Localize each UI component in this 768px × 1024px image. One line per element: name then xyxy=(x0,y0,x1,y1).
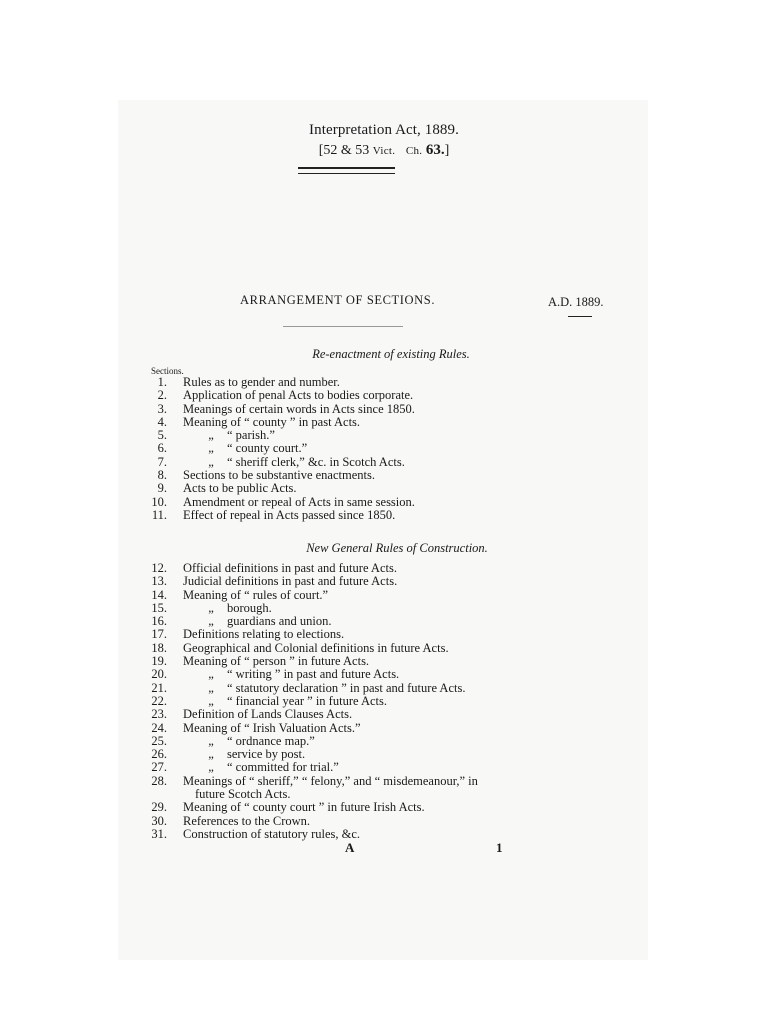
section-title-text: Effect of repeal in Acts passed since 1850. xyxy=(183,507,396,522)
ditto-mark: „ xyxy=(208,454,214,469)
section-title xyxy=(183,615,332,628)
section-title xyxy=(183,416,360,429)
citation-ch: Ch. xyxy=(405,145,423,157)
section-title-text: Meaning of “ county court ” in future Irish Acts. xyxy=(183,800,425,815)
section-row xyxy=(140,429,560,442)
section-title-text: Sections to be substantive enactments. xyxy=(183,468,375,483)
section-row xyxy=(140,376,560,389)
section-number: 13. xyxy=(151,574,167,589)
section-number: 28. xyxy=(151,773,167,788)
section-title xyxy=(183,509,395,522)
section-number: 23. xyxy=(151,707,167,722)
section-row xyxy=(140,655,560,668)
citation-vict: Vict. xyxy=(372,145,396,157)
section-title xyxy=(183,655,369,668)
section-title xyxy=(183,602,272,615)
section-row xyxy=(140,761,560,774)
section-title-text: Application of penal Acts to bodies corporate. xyxy=(183,388,414,403)
section-number: 18. xyxy=(151,640,167,655)
ditto-mark: „ xyxy=(208,428,214,443)
section-title-text: Geographical and Colonial definitions in future Acts. xyxy=(183,640,449,655)
section-title xyxy=(183,722,361,735)
section-title-continuation: future Scotch Acts. xyxy=(195,787,291,802)
section-title-text: Definition of Lands Clauses Acts. xyxy=(183,707,353,722)
section-number: 22. xyxy=(151,693,167,708)
section-title xyxy=(183,482,297,495)
ditto-mark: „ xyxy=(208,614,214,629)
section-number: 27. xyxy=(151,760,167,775)
signature-mark: A xyxy=(345,840,355,855)
citation-close: ] xyxy=(444,143,450,158)
ad-year-rule xyxy=(568,316,592,317)
section-number: 16. xyxy=(151,614,167,629)
section-row xyxy=(140,602,560,615)
part1-section-list xyxy=(140,376,560,522)
section-row xyxy=(140,668,560,681)
act-title: Interpretation Act, 1889. xyxy=(309,122,459,138)
section-title xyxy=(183,761,339,774)
section-title xyxy=(183,442,307,455)
section-title xyxy=(183,575,397,588)
section-title xyxy=(183,682,465,695)
part2-heading: New General Rules of Construction. xyxy=(306,541,488,555)
section-title-text: “ parish.” xyxy=(227,428,275,443)
act-citation xyxy=(0,142,768,159)
citation-open: [52 & 53 xyxy=(318,143,373,158)
section-title-text: service by post. xyxy=(227,747,306,762)
section-title-text: “ financial year ” in future Acts. xyxy=(227,693,387,708)
section-title-text: Amendment or repeal of Acts in same session. xyxy=(183,494,415,509)
section-row xyxy=(140,748,560,761)
section-title xyxy=(183,403,415,416)
section-title-text: borough. xyxy=(227,600,272,615)
section-row xyxy=(140,722,560,735)
ad-year-margin: A.D. 1889. xyxy=(548,295,604,309)
section-row xyxy=(140,801,560,814)
section-number: 31. xyxy=(151,826,167,841)
section-title-text: Construction of statutory rules, &c. xyxy=(183,826,361,841)
section-title-text: Meaning of “ county ” in past Acts. xyxy=(183,414,361,429)
section-number: 26. xyxy=(151,747,167,762)
section-title xyxy=(183,628,344,641)
section-number: 2. xyxy=(157,388,167,403)
section-number: 21. xyxy=(151,680,167,695)
section-row xyxy=(140,589,560,602)
ditto-mark: „ xyxy=(208,600,214,615)
arrangement-heading: ARRANGEMENT OF SECTIONS. xyxy=(240,293,436,307)
section-number: 24. xyxy=(151,720,167,735)
section-title xyxy=(183,429,275,442)
section-title xyxy=(183,735,315,748)
section-title-text: “ sheriff clerk,” &c. in Scotch Acts. xyxy=(227,454,405,469)
section-title xyxy=(183,496,415,509)
section-row xyxy=(140,403,560,416)
section-number: 8. xyxy=(157,468,167,483)
section-title-text: Meaning of “ person ” in future Acts. xyxy=(183,654,370,669)
section-row xyxy=(140,815,560,828)
ditto-mark: „ xyxy=(208,760,214,775)
section-number: 10. xyxy=(151,494,167,509)
citation-number: 63. xyxy=(425,142,445,158)
section-title-text: Judicial definitions in past and future Acts. xyxy=(183,574,398,589)
section-number: 14. xyxy=(151,587,167,602)
section-number: 20. xyxy=(151,667,167,682)
section-row xyxy=(140,456,560,469)
arrangement-rule xyxy=(283,326,403,327)
section-title-text: “ writing ” in past and future Acts. xyxy=(227,667,400,682)
section-row xyxy=(140,509,560,522)
section-title-text: Definitions relating to elections. xyxy=(183,627,345,642)
section-row xyxy=(140,442,560,455)
ditto-mark: „ xyxy=(208,441,214,456)
section-title xyxy=(183,456,405,469)
section-number: 19. xyxy=(151,654,167,669)
section-row xyxy=(140,642,560,655)
ditto-mark: „ xyxy=(208,693,214,708)
section-title xyxy=(183,748,305,761)
section-row xyxy=(140,469,560,482)
section-row xyxy=(140,775,560,802)
title-double-rule xyxy=(298,167,395,174)
section-row xyxy=(140,496,560,509)
section-title-text: “ county court.” xyxy=(227,441,308,456)
section-title xyxy=(183,708,352,721)
section-title-text: Meanings of certain words in Acts since 1850. xyxy=(183,401,415,416)
section-row xyxy=(140,628,560,641)
section-number: 11. xyxy=(151,507,167,522)
section-title xyxy=(183,589,328,602)
section-number: 7. xyxy=(157,454,167,469)
section-row xyxy=(140,708,560,721)
section-number: 4. xyxy=(157,414,167,429)
section-title-text: Meaning of “ rules of court.” xyxy=(183,587,329,602)
section-title xyxy=(183,376,340,389)
section-row xyxy=(140,695,560,708)
section-title-text: Rules as to gender and number. xyxy=(183,375,340,389)
section-number: 3. xyxy=(157,401,167,416)
section-row xyxy=(140,482,560,495)
ditto-mark: „ xyxy=(208,680,214,695)
section-title-text: Meaning of “ Irish Valuation Acts.” xyxy=(183,720,361,735)
section-number: 30. xyxy=(151,813,167,828)
section-number: 6. xyxy=(157,441,167,456)
section-row xyxy=(140,562,560,575)
ditto-mark: „ xyxy=(208,733,214,748)
part1-heading: Re-enactment of existing Rules. xyxy=(312,347,470,361)
section-title-text: Acts to be public Acts. xyxy=(183,481,297,496)
section-number: 9. xyxy=(157,481,167,496)
section-title xyxy=(183,815,310,828)
section-title xyxy=(183,668,399,681)
section-number: 17. xyxy=(151,627,167,642)
section-title-text: “ committed for trial.” xyxy=(227,760,339,775)
section-title-text: Official definitions in past and future Acts. xyxy=(183,561,397,575)
section-title xyxy=(183,642,449,655)
section-number: 29. xyxy=(151,800,167,815)
section-title xyxy=(183,775,548,802)
section-title xyxy=(183,695,387,708)
section-title-text: guardians and union. xyxy=(227,614,332,629)
section-title-text: Meanings of “ sheriff,” “ felony,” and “ misdemeanour,” in xyxy=(183,773,478,788)
section-row xyxy=(140,682,560,695)
ditto-mark: „ xyxy=(208,747,214,762)
section-row xyxy=(140,735,560,748)
section-row xyxy=(140,389,560,402)
section-number: 25. xyxy=(151,733,167,748)
section-title-text: “ statutory declaration ” in past and future Acts. xyxy=(227,680,466,695)
section-title xyxy=(183,801,425,814)
page-number: 1 xyxy=(496,840,503,855)
section-number: 15. xyxy=(151,600,167,615)
section-title xyxy=(183,389,413,402)
sections-label: Sections. xyxy=(151,366,184,376)
section-number: 12. xyxy=(151,561,167,575)
section-title xyxy=(183,469,375,482)
section-title-text: “ ordnance map.” xyxy=(227,733,315,748)
part2-section-list xyxy=(140,562,560,841)
ditto-mark: „ xyxy=(208,667,214,682)
section-title-text: References to the Crown. xyxy=(183,813,311,828)
section-number: 5. xyxy=(157,428,167,443)
section-row xyxy=(140,575,560,588)
section-number: 1. xyxy=(157,375,167,389)
section-title xyxy=(183,828,360,841)
section-row xyxy=(140,615,560,628)
section-title xyxy=(183,562,397,575)
section-row xyxy=(140,416,560,429)
